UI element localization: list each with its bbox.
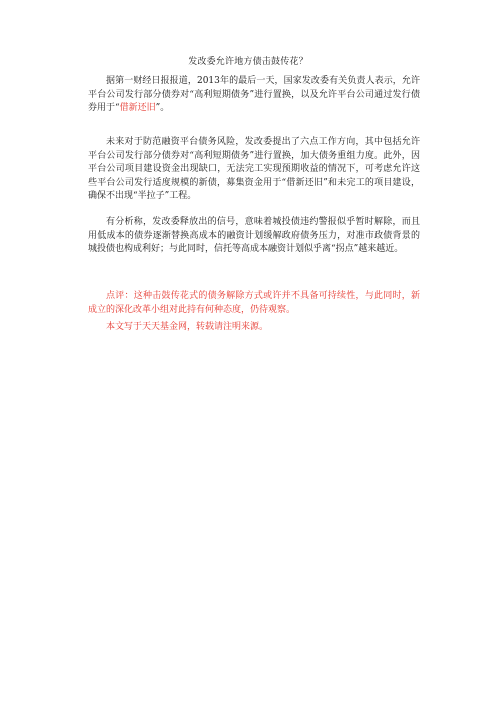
- commentary-paragraph: 点评：这种击鼓传花式的债务解除方式或许并不具备可持续性，与此同时，新成立的深化改革小组对此持有何种态度，仍待观察。: [88, 291, 420, 315]
- paragraph-1-text: 据第一财经日报报道，2013年的最后一天，国家发改委有关负责人表示，允许平台公司发行部分债券对“高利短期债务”进行置换，以及允许平台公司通过发行债券用于“: [88, 76, 420, 113]
- highlight-term: 借新还旧: [119, 103, 156, 113]
- paragraph-2: 未来对于防范融资平台债务风险，发改委提出了六点工作方向，其中包括允许平台公司发行部分债券对“高利短期债务”进行置换，加大债务重组力度。此外，因平台公司项目建设资金出现缺口，无法完工实现预期收益的情况下，可考虑允许这些平台公司发行适度规模的新债，募集资金用于“借新还旧”和未完工的项目建设，确保不出现“半拉子”工程。: [88, 137, 420, 201]
- source-note: 本文写于天天基金网，转载请注明来源。: [106, 322, 269, 332]
- paragraph-3: 有分析称，发改委释放出的信号，意味着城投债违约警报似乎暂时解除，而且用低成本的债券逐渐替换高成本的融资计划缓解政府债务压力，对准市政债背景的城投债也构成利好；与此同时，信托等高成本融资计划似乎离“拐点”越来越近。: [88, 217, 420, 254]
- paragraph-1-end: ”。: [155, 103, 170, 113]
- paragraph-1: [88, 75, 420, 116]
- document-title: 发改委允许地方债击鼓传花？: [188, 57, 308, 67]
